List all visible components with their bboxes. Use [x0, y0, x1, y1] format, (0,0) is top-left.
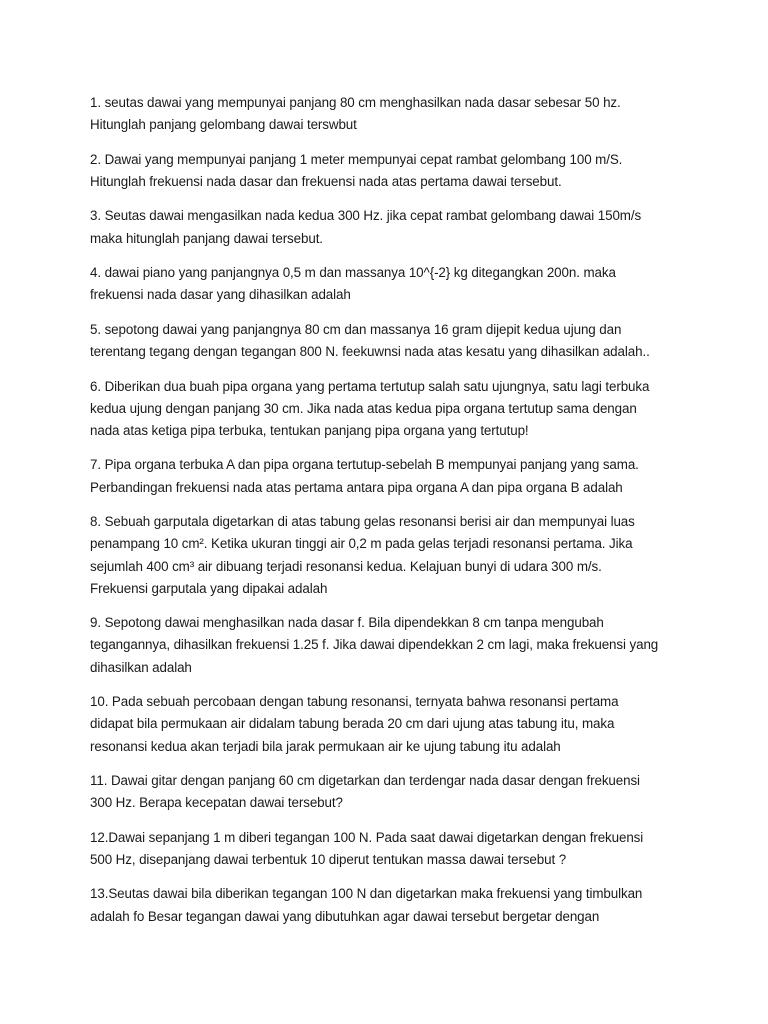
- question-line: penampang 10 cm². Ketika ukuran tinggi air 0,2 m pada gelas terjadi resonansi pertama. Jika: [90, 536, 633, 552]
- question-line: Hitunglah frekuensi nada dasar dan frekuensi nada atas pertama dawai tersebut.: [90, 173, 562, 189]
- question-6: [90, 376, 690, 443]
- question-5: [90, 319, 690, 363]
- question-line: 10. Pada sebuah percobaan dengan tabung resonansi, ternyata bahwa resonansi pertama: [90, 694, 619, 710]
- question-10: [90, 691, 690, 758]
- question-line: nada atas ketiga pipa terbuka, tentukan panjang pipa organa yang tertutup!: [90, 422, 529, 438]
- question-line: 6. Diberikan dua buah pipa organa yang pertama tertutup salah satu ujungnya, satu lagi terbuka: [90, 378, 650, 394]
- question-line: sejumlah 400 cm³ air dibuang terjadi resonansi kedua. Kelajuan bunyi di udara 300 m/s.: [90, 558, 602, 574]
- question-line: 5. sepotong dawai yang panjangnya 80 cm dan massanya 16 gram dijepit kedua ujung dan: [90, 321, 622, 337]
- question-line: 11. Dawai gitar dengan panjang 60 cm digetarkan dan terdengar nada dasar dengan frekuensi: [90, 773, 640, 789]
- question-line: 9. Sepotong dawai menghasilkan nada dasar f. Bila dipendekkan 8 cm tanpa mengubah: [90, 615, 604, 631]
- question-4: [90, 262, 690, 306]
- question-line: 500 Hz, disepanjang dawai terbentuk 10 diperut tentukan massa dawai tersebut ?: [90, 851, 567, 867]
- question-line: adalah fo Besar tegangan dawai yang dibutuhkan agar dawai tersebut bergetar dengan: [90, 908, 600, 924]
- question-line: 7. Pipa organa terbuka A dan pipa organa tertutup-sebelah B mempunyai panjang yang sama.: [90, 457, 639, 473]
- question-8: [90, 511, 690, 600]
- question-11: [90, 770, 690, 814]
- question-3: [90, 205, 690, 249]
- question-line: 300 Hz. Berapa kecepatan dawai tersebut?: [90, 795, 343, 811]
- document-page: [90, 92, 690, 940]
- question-1: [90, 92, 690, 136]
- question-line: 4. dawai piano yang panjangnya 0,5 m dan massanya 10^{-2} kg ditegangkan 200n. maka: [90, 265, 616, 281]
- question-line: kedua ujung dengan panjang 30 cm. Jika nada atas kedua pipa organa tertutup sama dengan: [90, 400, 637, 416]
- question-12: [90, 827, 690, 871]
- question-line: tegangannya, dihasilkan frekuensi 1.25 f. Jika dawai dipendekkan 2 cm lagi, maka frekuensi yang: [90, 637, 659, 653]
- question-line: 13.Seutas dawai bila diberikan tegangan 100 N dan digetarkan maka frekuensi yang timbulkan: [90, 886, 643, 902]
- question-line: Perbandingan frekuensi nada atas pertama antara pipa organa A dan pipa organa B adalah: [90, 479, 623, 495]
- question-13: [90, 883, 690, 927]
- question-line: terentang tegang dengan tegangan 800 N. feekuwnsi nada atas kesatu yang dihasilkan adalah..: [90, 344, 650, 360]
- question-2: [90, 149, 690, 193]
- question-line: maka hitunglah panjang dawai tersebut.: [90, 230, 323, 246]
- question-line: dihasilkan adalah: [90, 659, 192, 675]
- question-line: 2. Dawai yang mempunyai panjang 1 meter mempunyai cepat rambat gelombang 100 m/S.: [90, 151, 623, 167]
- question-7: [90, 454, 690, 498]
- question-line: 8. Sebuah garputala digetarkan di atas tabung gelas resonansi berisi air dan mempunyai luas: [90, 514, 635, 530]
- question-line: 12.Dawai sepanjang 1 m diberi tegangan 100 N. Pada saat dawai digetarkan dengan frekuensi: [90, 829, 644, 845]
- question-9: [90, 612, 690, 679]
- question-line: resonansi kedua akan terjadi bila jarak permukaan air ke ujung tabung itu adalah: [90, 738, 561, 754]
- question-line: Hitunglah panjang gelombang dawai terswbut: [90, 117, 357, 133]
- question-line: didapat bila permukaan air didalam tabung berada 20 cm dari ujung atas tabung itu, maka: [90, 716, 615, 732]
- question-line: Frekuensi garputala yang dipakai adalah: [90, 580, 328, 596]
- question-line: 3. Seutas dawai mengasilkan nada kedua 300 Hz. jika cepat rambat gelombang dawai 150m/s: [90, 208, 642, 224]
- question-line: 1. seutas dawai yang mempunyai panjang 80 cm menghasilkan nada dasar sebesar 50 hz.: [90, 95, 621, 110]
- question-line: frekuensi nada dasar yang dihasilkan adalah: [90, 287, 351, 303]
